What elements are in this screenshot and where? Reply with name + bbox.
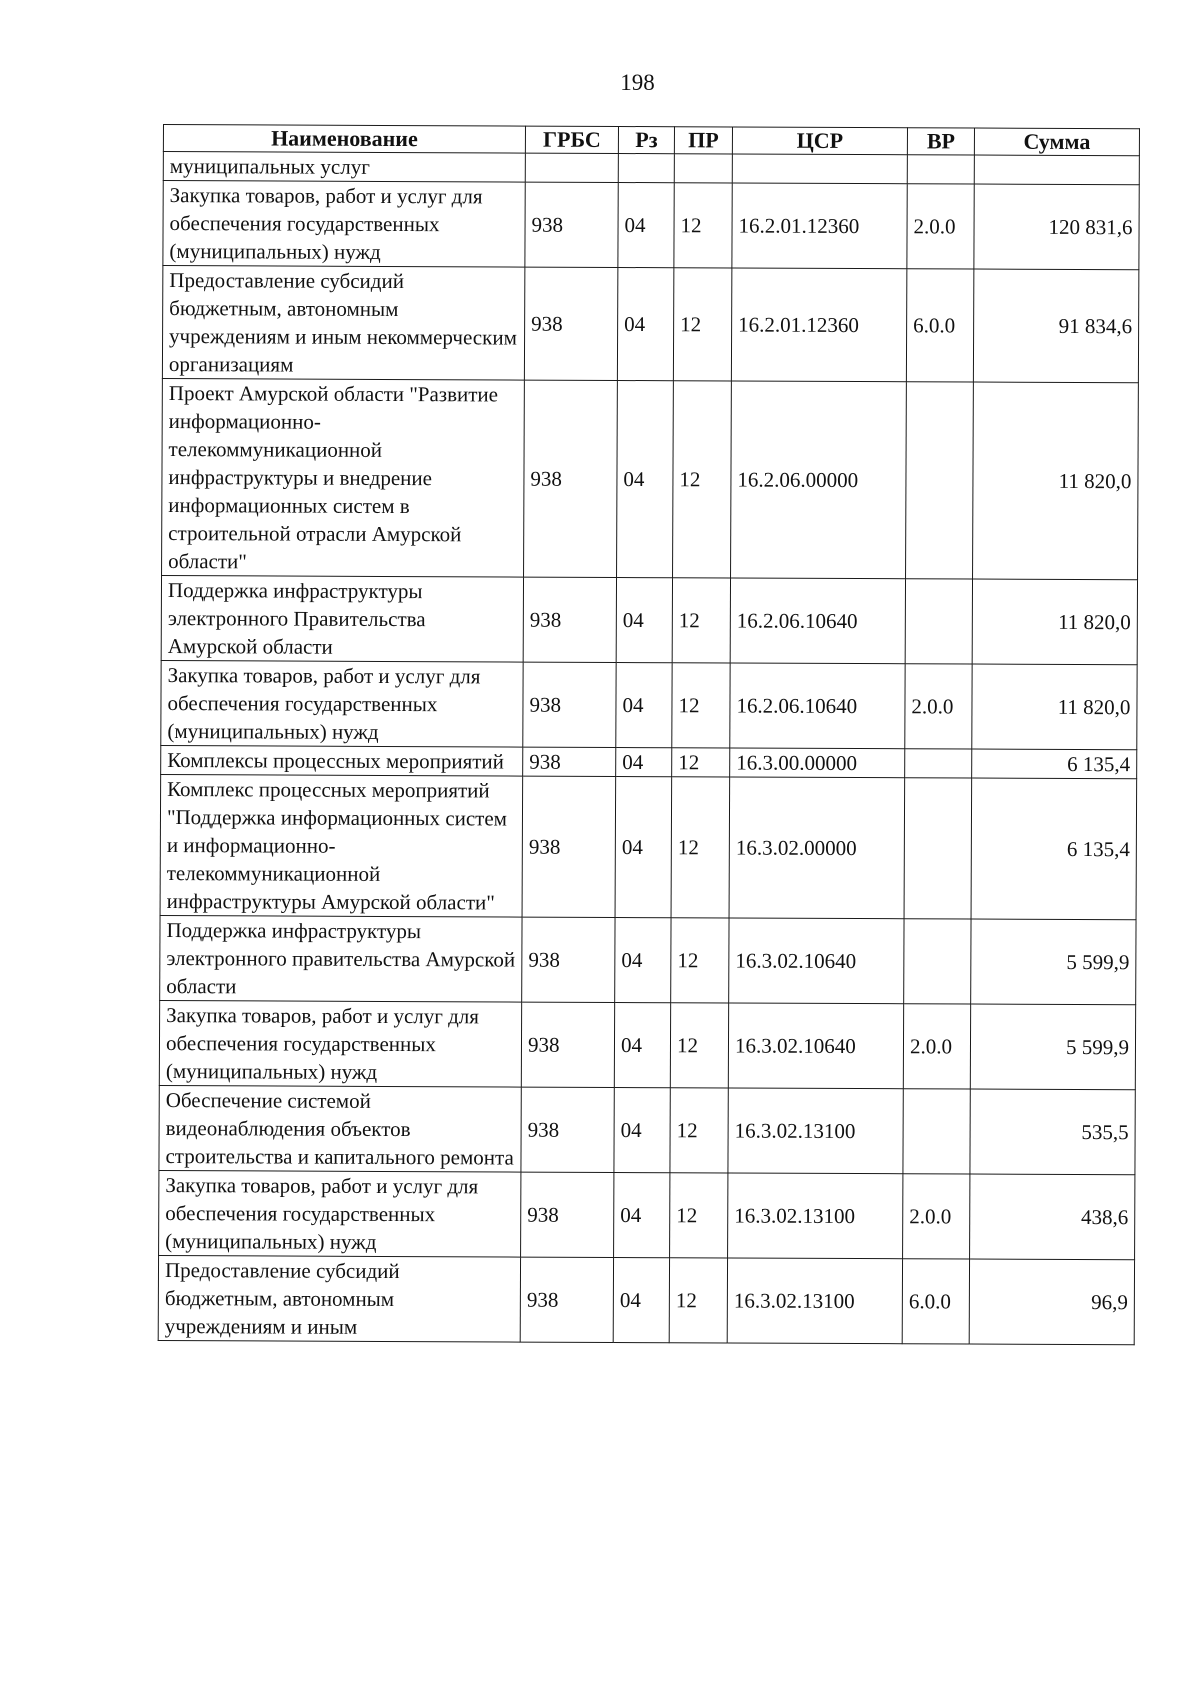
table-row bbox=[161, 575, 1137, 664]
cell-csr: 16.2.06.00000 bbox=[731, 381, 907, 579]
cell-csr: 16.3.02.13100 bbox=[728, 1088, 903, 1174]
cell-pr bbox=[674, 154, 732, 183]
cell-rz: 04 bbox=[613, 1257, 669, 1342]
cell-pr: 12 bbox=[673, 381, 732, 578]
table-row bbox=[159, 1085, 1135, 1174]
cell-pr: 12 bbox=[670, 1003, 728, 1088]
table-row bbox=[163, 181, 1139, 270]
header-grbs: ГРБС bbox=[525, 126, 618, 153]
cell-rz: 04 bbox=[617, 380, 674, 577]
table-row bbox=[159, 1170, 1135, 1259]
cell-grbs: 938 bbox=[521, 1087, 614, 1172]
header-pr: ПР bbox=[674, 127, 732, 154]
header-vr: ВР bbox=[907, 128, 974, 155]
cell-vr: 2.0.0 bbox=[907, 184, 974, 269]
table-row bbox=[162, 266, 1138, 383]
cell-name: Поддержка инфраструктуры электронного правительства Амурской области bbox=[160, 915, 522, 1002]
cell-vr bbox=[907, 155, 974, 184]
table-row bbox=[160, 915, 1136, 1004]
cell-sum: 11 820,0 bbox=[972, 664, 1137, 750]
budget-table bbox=[158, 124, 1140, 1345]
cell-vr: 6.0.0 bbox=[902, 1259, 969, 1344]
cell-sum: 120 831,6 bbox=[974, 184, 1139, 270]
cell-rz: 04 bbox=[616, 577, 672, 662]
cell-rz: 04 bbox=[614, 1172, 670, 1257]
cell-rz bbox=[618, 153, 674, 182]
cell-rz: 04 bbox=[614, 1087, 670, 1172]
cell-vr bbox=[905, 749, 972, 778]
cell-rz: 04 bbox=[615, 776, 672, 917]
cell-pr: 12 bbox=[669, 1258, 727, 1343]
header-sum: Сумма bbox=[974, 128, 1139, 156]
cell-pr: 12 bbox=[674, 183, 732, 268]
table-row bbox=[162, 378, 1139, 579]
cell-name: Комплекс процессных мероприятий "Поддержка информационных систем и информационно-телекоммуникационной инфраструктуры Амурской области" bbox=[160, 774, 523, 917]
cell-rz: 04 bbox=[616, 747, 672, 776]
cell-grbs: 938 bbox=[521, 1172, 614, 1257]
cell-rz: 04 bbox=[614, 1002, 670, 1087]
cell-name: Поддержка инфраструктуры электронного Правительства Амурской области bbox=[161, 575, 523, 662]
cell-csr: 16.2.01.12360 bbox=[731, 268, 906, 382]
cell-csr: 16.3.02.10640 bbox=[729, 918, 904, 1004]
table-row bbox=[161, 745, 1137, 778]
cell-name: Закупка товаров, работ и услуг для обеспечения государственных (муниципальных) нужд bbox=[161, 660, 523, 747]
cell-csr: 16.3.02.10640 bbox=[728, 1003, 903, 1089]
cell-grbs bbox=[525, 153, 618, 182]
cell-vr bbox=[906, 382, 974, 579]
header-name: Наименование bbox=[163, 125, 525, 154]
table-header-row bbox=[163, 125, 1139, 156]
cell-sum: 6 135,4 bbox=[971, 778, 1137, 920]
cell-pr: 12 bbox=[673, 268, 731, 381]
cell-grbs: 938 bbox=[525, 182, 618, 267]
cell-pr: 12 bbox=[672, 578, 730, 663]
table-row bbox=[160, 774, 1137, 919]
cell-name: Обеспечение системой видеонаблюдения объектов строительства и капитального ремонта bbox=[159, 1085, 521, 1172]
cell-name: Предоставление субсидий бюджетным, автономным учреждениям и иным некоммерческим организациям bbox=[162, 266, 524, 381]
cell-csr: 16.2.06.10640 bbox=[730, 578, 905, 664]
cell-sum: 5 599,9 bbox=[970, 1004, 1135, 1090]
cell-grbs: 938 bbox=[523, 662, 616, 747]
cell-grbs: 938 bbox=[523, 577, 616, 662]
cell-sum: 96,9 bbox=[969, 1259, 1134, 1345]
cell-csr: 16.3.02.13100 bbox=[727, 1258, 902, 1344]
cell-csr: 16.2.01.12360 bbox=[732, 183, 907, 269]
cell-grbs: 938 bbox=[523, 747, 616, 776]
header-rz: Рз bbox=[618, 126, 674, 153]
cell-vr bbox=[904, 778, 972, 919]
cell-name: Предоставление субсидий бюджетным, автономным учреждениям и иным bbox=[158, 1255, 520, 1342]
cell-grbs: 938 bbox=[524, 267, 617, 380]
cell-pr: 12 bbox=[672, 748, 730, 777]
page-number: 198 bbox=[620, 70, 655, 95]
cell-vr bbox=[905, 579, 972, 664]
cell-vr: 2.0.0 bbox=[905, 664, 972, 749]
cell-vr bbox=[903, 1089, 970, 1174]
cell-csr: 16.3.02.13100 bbox=[728, 1173, 903, 1259]
table-row bbox=[159, 1000, 1135, 1089]
cell-name: Закупка товаров, работ и услуг для обеспечения государственных (муниципальных) нужд bbox=[163, 181, 525, 268]
table-row bbox=[161, 660, 1137, 749]
cell-sum: 6 135,4 bbox=[972, 749, 1137, 779]
cell-grbs: 938 bbox=[524, 380, 618, 577]
cell-rz: 04 bbox=[618, 182, 674, 267]
table-body bbox=[158, 152, 1139, 1345]
cell-pr: 12 bbox=[672, 663, 730, 748]
cell-grbs: 938 bbox=[522, 776, 616, 917]
cell-sum: 91 834,6 bbox=[973, 269, 1138, 383]
cell-name: Закупка товаров, работ и услуг для обеспечения государственных (муниципальных) нужд bbox=[159, 1170, 521, 1257]
cell-sum bbox=[974, 155, 1139, 185]
cell-grbs: 938 bbox=[522, 917, 615, 1002]
cell-pr: 12 bbox=[671, 777, 730, 918]
header-csr: ЦСР bbox=[732, 127, 907, 155]
cell-pr: 12 bbox=[671, 918, 729, 1003]
cell-name: Закупка товаров, работ и услуг для обеспечения государственных (муниципальных) нужд bbox=[159, 1000, 521, 1087]
cell-grbs: 938 bbox=[521, 1002, 614, 1087]
cell-sum: 535,5 bbox=[970, 1089, 1135, 1175]
cell-sum: 5 599,9 bbox=[971, 919, 1136, 1005]
cell-name: Проект Амурской области "Развитие информационно-телекоммуникационной инфраструктуры и внедрение информационных систем в строительной отрасли Амурской области" bbox=[162, 378, 525, 577]
cell-pr: 12 bbox=[670, 1173, 728, 1258]
cell-rz: 04 bbox=[616, 662, 672, 747]
cell-sum: 11 820,0 bbox=[972, 579, 1137, 665]
cell-name: муниципальных услуг bbox=[163, 152, 525, 183]
cell-csr bbox=[732, 154, 907, 184]
cell-csr: 16.3.00.00000 bbox=[730, 748, 905, 778]
table-row bbox=[163, 152, 1139, 185]
cell-vr: 6.0.0 bbox=[906, 269, 973, 382]
cell-pr: 12 bbox=[670, 1088, 728, 1173]
table-row bbox=[158, 1255, 1134, 1344]
cell-rz: 04 bbox=[615, 917, 671, 1002]
cell-sum: 11 820,0 bbox=[973, 382, 1139, 580]
cell-grbs: 938 bbox=[520, 1257, 613, 1342]
cell-vr: 2.0.0 bbox=[903, 1174, 970, 1259]
cell-csr: 16.3.02.00000 bbox=[729, 777, 905, 919]
cell-csr: 16.2.06.10640 bbox=[730, 663, 905, 749]
cell-name: Комплексы процессных мероприятий bbox=[161, 745, 523, 776]
cell-vr: 2.0.0 bbox=[903, 1004, 970, 1089]
cell-sum: 438,6 bbox=[970, 1174, 1135, 1260]
cell-rz: 04 bbox=[617, 267, 673, 380]
cell-vr bbox=[904, 919, 971, 1004]
